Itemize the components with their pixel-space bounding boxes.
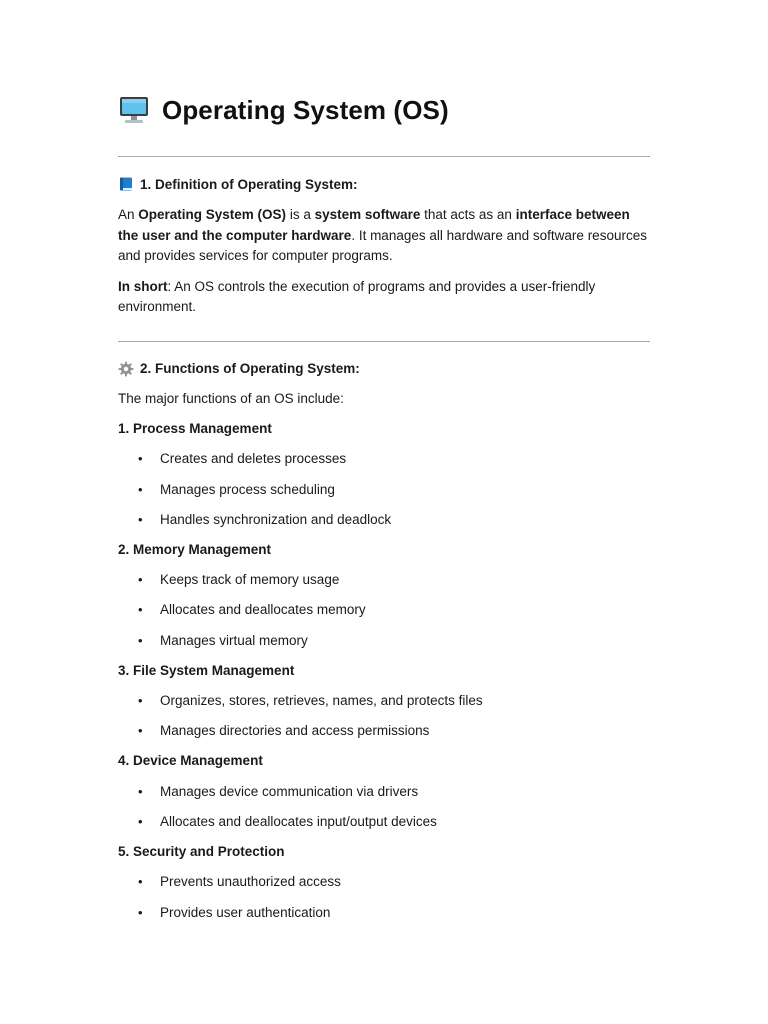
- list-item-text: Organizes, stores, retrieves, names, and protects files: [160, 693, 483, 709]
- list-item-text: Creates and deletes processes: [160, 451, 347, 467]
- section-heading-definition: [118, 174, 650, 194]
- list-item: [118, 600, 650, 620]
- bold-term: system software: [314, 207, 421, 222]
- list-item: [118, 872, 650, 892]
- list-item-text: Provides user authentication: [160, 904, 331, 920]
- bullet-icon: •: [138, 874, 143, 890]
- function-heading: 3. File System Management: [118, 662, 295, 678]
- page-title-text: Operating System (OS): [162, 94, 449, 125]
- paragraph-text: is a: [286, 207, 315, 222]
- list-item: [118, 510, 650, 530]
- list-item-text: Manages process scheduling: [160, 481, 335, 497]
- summary-paragraph: [118, 277, 650, 318]
- function-heading: 2. Memory Management: [118, 541, 272, 557]
- section-heading-text: 1. Definition of Operating System:: [140, 176, 358, 192]
- functions-list: [118, 419, 650, 923]
- list-item: [118, 449, 650, 469]
- bullet-icon: •: [138, 783, 143, 799]
- definition-paragraph: [118, 205, 650, 267]
- bullet-icon: •: [138, 511, 143, 527]
- paragraph-text: . It manages all hardware and software resources and provides services for computer programs.: [118, 227, 647, 263]
- bold-term: Operating System (OS): [138, 207, 287, 222]
- section-divider: [118, 341, 650, 342]
- function-items: [118, 691, 650, 741]
- bullet-icon: •: [138, 481, 143, 497]
- document-content: [118, 88, 650, 923]
- bullet-icon: •: [138, 813, 143, 829]
- list-item: [118, 691, 650, 711]
- paragraph-text: An: [118, 207, 139, 222]
- list-item: [118, 782, 650, 802]
- paragraph-text: that acts as an: [420, 207, 516, 222]
- function-heading: 1. Process Management: [118, 421, 272, 436]
- list-item: [118, 812, 650, 832]
- bullet-icon: •: [138, 602, 143, 618]
- function-heading: 5. Security and Protection: [118, 843, 285, 859]
- function-items: [118, 872, 650, 922]
- bold-term: In short: [118, 278, 168, 294]
- function-items: [118, 449, 650, 530]
- list-item: [118, 480, 650, 500]
- list-item: [118, 631, 650, 651]
- list-item-text: Manages virtual memory: [160, 632, 308, 648]
- gear-icon: [118, 361, 134, 377]
- list-item: [118, 570, 650, 590]
- function-items: [118, 570, 650, 651]
- paragraph-text: : An OS controls the execution of programs and provides a user-friendly environment.: [118, 278, 596, 314]
- bullet-icon: •: [138, 451, 143, 467]
- bullet-icon: •: [138, 904, 143, 920]
- bold-term: interface between the user and the computer hardware: [118, 207, 630, 243]
- blue-book-icon: [118, 176, 134, 192]
- bullet-icon: •: [138, 723, 143, 739]
- bullet-icon: •: [138, 572, 143, 588]
- list-item-text: Manages directories and access permissions: [160, 723, 430, 739]
- desktop-computer-icon: [118, 94, 150, 126]
- bullet-icon: •: [138, 693, 143, 709]
- page-title: [118, 88, 650, 132]
- functions-intro: The major functions of an OS include:: [118, 390, 344, 406]
- bullet-icon: •: [138, 632, 143, 648]
- list-item: [118, 721, 650, 741]
- function-heading: 4. Device Management: [118, 753, 263, 769]
- list-item-text: Keeps track of memory usage: [160, 572, 340, 588]
- list-item-text: Allocates and deallocates input/output devices: [160, 813, 437, 829]
- list-item-text: Prevents unauthorized access: [160, 874, 341, 890]
- section-heading-functions: [118, 359, 650, 379]
- list-item-text: Manages device communication via drivers: [160, 783, 419, 799]
- function-items: [118, 782, 650, 832]
- section-divider: [118, 156, 650, 157]
- section-heading-text: 2. Functions of Operating System:: [140, 361, 360, 376]
- list-item: [118, 903, 650, 923]
- list-item-text: Handles synchronization and deadlock: [160, 511, 392, 527]
- list-item-text: Allocates and deallocates memory: [160, 602, 366, 618]
